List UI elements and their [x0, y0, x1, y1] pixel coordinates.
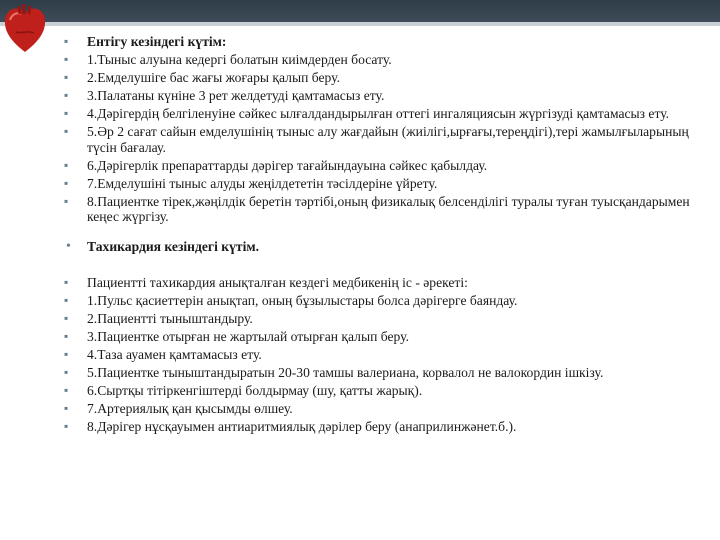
list-item-text: 4.Таза ауамен қамтамасыз ету. [87, 347, 262, 362]
square-bullet-icon: ▪ [64, 88, 69, 102]
list-item [64, 124, 704, 155]
list-item-text: 7.Артериялық қан қысымды өлшеу. [87, 401, 293, 416]
list-item-text: 1.Тыныс алуына кедергі болатын киімдерден босату. [87, 52, 392, 67]
dyspnea-care-list [64, 34, 704, 225]
square-bullet-icon: ▪ [64, 52, 69, 66]
list-item-text: 4.Дәрігердің белгіленуіне сәйкес ылғалдандырылған оттегі ингаляциясын жүргізуді қамтамасыз ету. [87, 106, 670, 121]
list-item [64, 88, 704, 104]
square-bullet-icon: ▪ [64, 175, 69, 190]
square-bullet-icon: ▪ [64, 34, 69, 48]
list-item [64, 158, 704, 174]
square-bullet-icon: ▪ [64, 157, 69, 172]
list-item-text: 7.Емделушіні тыныс алуды жеңілдететін тәсілдеріне үйрету. [87, 175, 438, 191]
square-bullet-icon: ▪ [64, 193, 69, 208]
list-item [64, 194, 704, 225]
slide-top-bar [0, 0, 720, 22]
list-item [64, 293, 704, 309]
list-item [64, 383, 704, 399]
list-item [64, 34, 704, 50]
list-item-text: 1.Пульс қасиеттерін анықтап, оның бұзылыстары болса дәрігерге баяндау. [87, 293, 518, 308]
list-item [64, 347, 704, 363]
list-item [64, 401, 704, 417]
square-bullet-icon: ▪ [64, 383, 69, 397]
list-item [64, 275, 704, 291]
list-item [64, 106, 704, 122]
square-bullet-icon: ▪ [64, 365, 69, 379]
list-item [64, 176, 704, 192]
list-item [64, 70, 704, 86]
slide-body [64, 34, 704, 437]
square-bullet-icon: ▪ [64, 329, 69, 343]
list-item [64, 311, 704, 327]
square-bullet-icon: ▪ [64, 401, 69, 415]
list-item [64, 239, 704, 255]
square-bullet-icon: ▪ [64, 293, 69, 307]
list-item-text: 6.Дәрігерлік препараттарды дәрігер тағайындауына сәйкес қабылдау. [87, 157, 488, 173]
list-item-text: 5.Әр 2 сағат сайын емделушінің тыныс алу жағдайын (жиілігі,ырғағы,тереңдігі),тері жамылғыларының түсін бағалау. [87, 124, 689, 155]
list-item-text: 2.Пациентті тыныштандыру. [87, 311, 253, 326]
list-item-text: 8.Пациентке тірек,жәңілдік беретін тәртібі,оның физикалық белсенділігі туралы туған туысқандарымен кеңес жүргізу. [87, 193, 690, 224]
list-item-text: Пациентті тахикардия анықталған кездегі медбикенің іс - әрекеті: [87, 275, 468, 290]
list-item-text: 5.Пациентке тыныштандыратын 20-30 тамшы валериана, корвалол не валокордин ішкізу. [87, 365, 604, 380]
square-bullet-icon: ▪ [64, 106, 69, 120]
round-bullet-icon: • [66, 239, 71, 254]
list-item [64, 419, 704, 435]
list-item-text: 6.Сыртқы тітіркенгіштерді болдырмау (шу, қатты жарық). [87, 383, 423, 398]
list-item [64, 365, 704, 381]
list-item [64, 329, 704, 345]
slide-top-bar-accent [0, 22, 720, 26]
square-bullet-icon: ▪ [64, 124, 69, 138]
dyspnea-care-heading: Ентігу кезіндегі күтім: [87, 34, 227, 49]
tachycardia-heading-list [64, 239, 704, 255]
tachycardia-care-list [64, 275, 704, 435]
square-bullet-icon: ▪ [64, 275, 69, 289]
list-item-text: 3.Палатаны күніне 3 рет желдетуді қамтамасыз ету. [87, 88, 385, 103]
list-item-text: 2.Емделушіге бас жағы жоғары қалып беру. [87, 70, 340, 85]
list-item-text: 8.Дәрігер нұсқауымен антиаритмиялық дәрілер беру (анаприлинжәнет.б.). [87, 419, 517, 434]
list-item-text: 3.Пациентке отырған не жартылай отырған қалып беру. [87, 329, 409, 344]
square-bullet-icon: ▪ [64, 347, 69, 361]
square-bullet-icon: ▪ [64, 70, 69, 84]
square-bullet-icon: ▪ [64, 311, 69, 325]
square-bullet-icon: ▪ [64, 419, 69, 433]
heart-icon [2, 2, 48, 54]
list-item [64, 52, 704, 68]
tachycardia-care-heading: Тахикардия кезіндегі күтім. [87, 239, 260, 254]
